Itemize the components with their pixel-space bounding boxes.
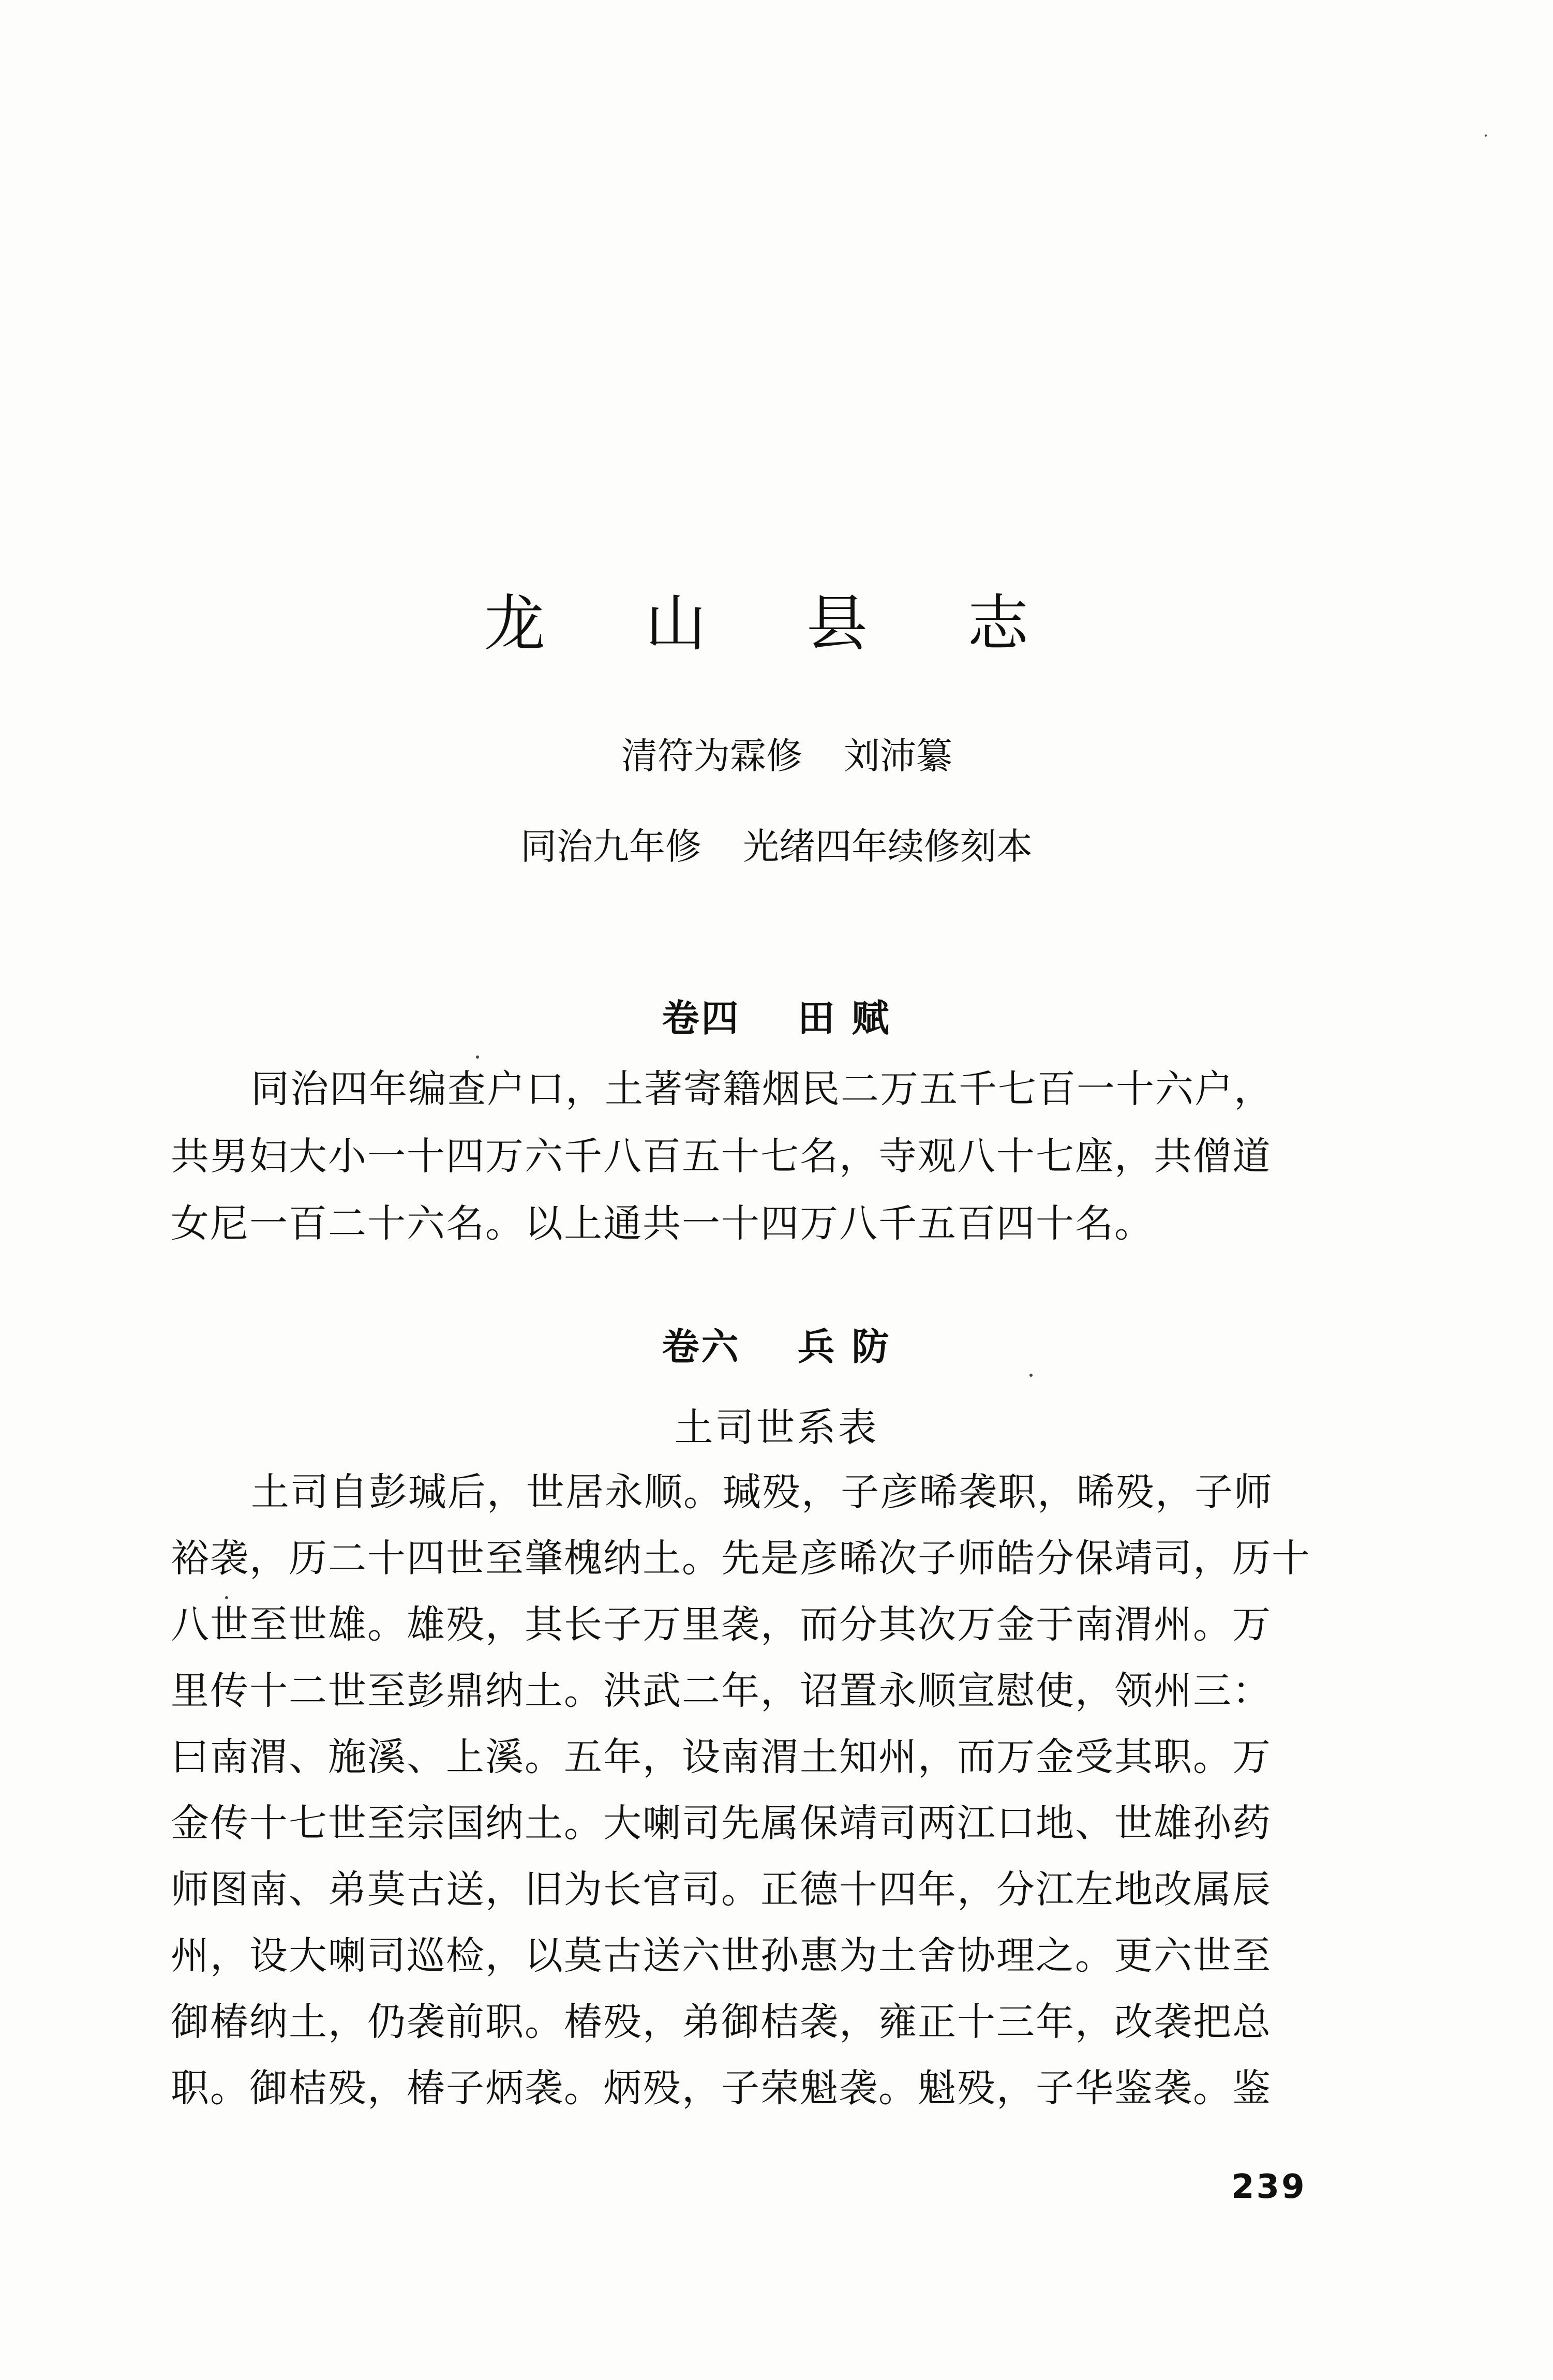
section1-heading-left: 卷四 — [662, 996, 741, 1040]
paragraph-line: 曰南渭、施溪、上溪。五年，设南渭土知州，而万金受其职。万 — [171, 1735, 1272, 1779]
authors-left: 清符为霖修 — [621, 735, 802, 777]
paragraph-household-census — [171, 1055, 1412, 1257]
paragraph-line: 里传十二世至彭鼎纳土。洪武二年，诏置永顺宣慰使，领州三： — [171, 1669, 1272, 1713]
paragraph-line: 女尼一百二十六名。以上通共一十四万八千五百四十名。 — [171, 1201, 1154, 1246]
book-title: 龙 山 县 志 — [484, 588, 1069, 659]
paragraph-line: 同治四年编查户口，土著寄籍烟民二万五千七百一十六户， — [251, 1067, 1273, 1111]
scan-speck — [225, 1596, 228, 1599]
scan-speck — [1485, 135, 1487, 137]
paragraph-line: 共男妇大小一十四万六千八百五十七名，寺观八十七座，共僧道 — [171, 1134, 1272, 1179]
paragraph-line: 裕袭，历二十四世至肇槐纳土。先是彦晞次子师皓分保靖司，历十 — [171, 1536, 1311, 1581]
authors-line — [0, 727, 1553, 779]
subsection-title: 土司世系表 — [674, 1405, 879, 1450]
scan-speck — [1029, 1374, 1033, 1377]
paragraph-tusi-lineage — [171, 1459, 1412, 2121]
paragraph-line: 金传十七世至宗国纳土。大喇司先属保靖司两江口地、世雄孙药 — [171, 1801, 1272, 1846]
section-heading-bingfang — [0, 1317, 1553, 1371]
paragraph-line: 师图南、弟莫古送，旧为长官司。正德十四年，分江左地改属辰 — [171, 1867, 1272, 1912]
section2-heading-right: 兵 防 — [797, 1325, 891, 1368]
page-number: 239 — [1231, 2168, 1307, 2206]
scan-speck — [476, 1055, 479, 1059]
paragraph-line: 州，设大喇司巡检，以莫古送六世孙惠为土舍协理之。更六世至 — [171, 1933, 1272, 1978]
authors-right: 刘沛纂 — [844, 735, 952, 777]
paragraph-line: 八世至世雄。雄殁，其长子万里袭，而分其次万金于南渭州。万 — [171, 1602, 1272, 1647]
edition-left: 同治九年修 — [520, 825, 701, 868]
paragraph-line: 职。御桔殁，椿子炳袭。炳殁，子荣魁袭。魁殁，子华鉴袭。鉴 — [171, 2066, 1272, 2110]
edition-right: 光绪四年续修刻本 — [743, 825, 1033, 868]
edition-line — [0, 817, 1553, 870]
section-heading-tianfu — [0, 988, 1553, 1042]
section2-heading-left: 卷六 — [662, 1325, 741, 1368]
paragraph-line: 御椿纳土，仍袭前职。椿殁，弟御桔袭，雍正十三年，改袭把总 — [171, 2000, 1272, 2044]
section1-heading-right: 田 赋 — [797, 996, 891, 1040]
paragraph-line: 土司自彭瑊后，世居永顺。瑊殁，子彦晞袭职，晞殁，子师 — [251, 1470, 1273, 1514]
